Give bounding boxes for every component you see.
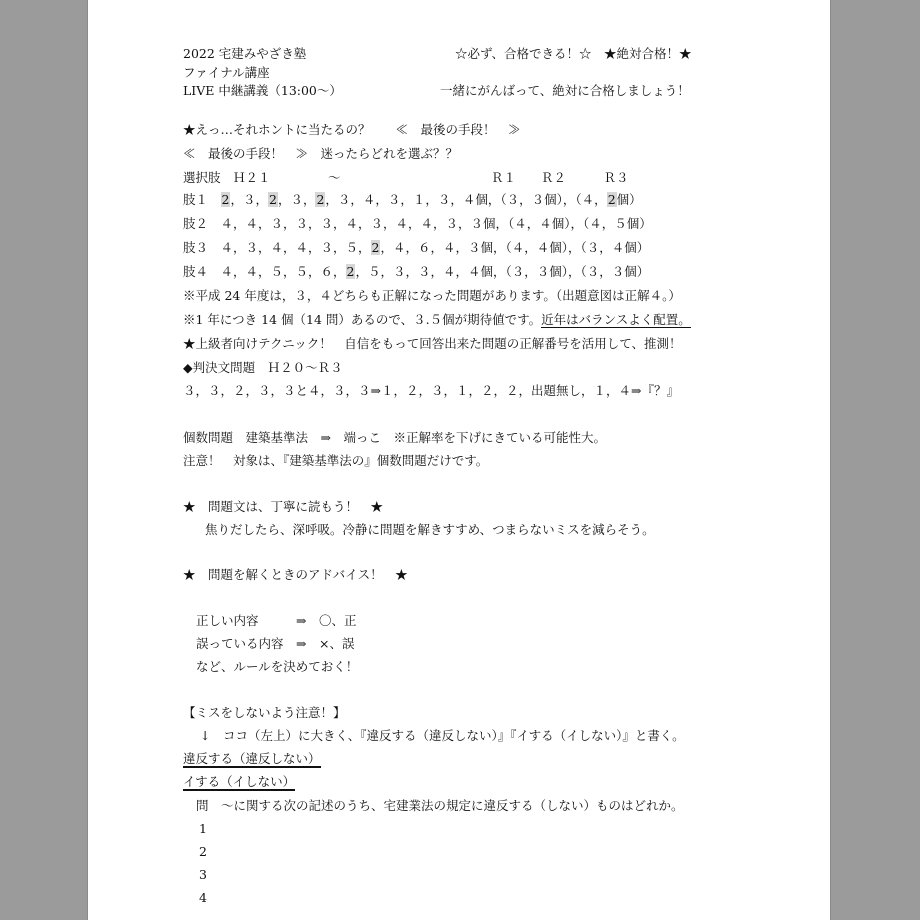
rule-note: など、ルールを決めておく！ [196, 659, 359, 674]
slogan: ☆必ず、合格できる！☆ ★絶対合格！★ [455, 46, 692, 61]
document-page [88, 0, 830, 920]
row-label: 肢４ [183, 264, 209, 279]
advice-title: ★ 問題を解くときのアドバイス！ ★ [183, 567, 408, 582]
underlined-note: 近年はバランスよく配置。 [541, 312, 691, 327]
written-note-violation: 違反する（違反しない） [183, 751, 321, 766]
read-body: 焦りだしたら、深呼吸。冷静に問題を解きすすめ、つまらないミスを減らそう。 [205, 522, 655, 537]
highlighted-answer: 2 [221, 192, 230, 207]
note-h24: ※平成 24 年度は，３，４どちらも正解になった問題があります。（出題意図は正解４。） [183, 288, 681, 303]
live-schedule: LIVE 中継講義（13:00～） [183, 83, 342, 98]
rule-correct: 正しい内容 ⇒ 〇、正 [196, 613, 357, 628]
table-header-years: Ｒ１ Ｒ２ Ｒ３ [491, 170, 629, 185]
row-label: 肢３ [183, 240, 209, 255]
answer-row-1: 肢１ 2，３，2，３，2，３，４，３，１，３，４個，（３，３個），（４，2個） [183, 192, 642, 207]
answer-row-3: 肢３ ４，３，４，４，３，５，2，４，６，４，３個，（４，４個），（３，４個） [183, 240, 650, 255]
table-header-tilde: ～ [328, 170, 341, 185]
answer-row-2: 肢２ ４，４，３，３，３，４，３，４，４，３，３個，（４，４個），（４，５個） [183, 216, 652, 231]
highlighted-answer: 2 [269, 192, 277, 207]
mistake-instruction: ↓ ココ（左上）に大きく、『違反する（違反しない）』『イする（イしない）』と書く。 [200, 728, 685, 743]
highlighted-answer: 2 [607, 192, 616, 207]
row-label: 肢１ [183, 192, 209, 207]
section-title: ★えっ…それホントに当たるの？ ≪ 最後の手段！ ≫ [183, 122, 521, 137]
highlighted-answer: 2 [371, 240, 380, 255]
choice-item: 1 [199, 821, 207, 836]
note-technique: ★上級者向けテクニック！ 自信をもって回答出来た問題の正解番号を活用して、推測！ [183, 336, 682, 351]
choice-item: 3 [199, 867, 207, 882]
mistake-title: 【ミスをしないよう注意！】 [183, 705, 346, 720]
course-name: ファイナル講座 [183, 65, 270, 80]
table-header-label: 選択肢 Ｈ２１ [183, 170, 271, 185]
highlighted-answer: 2 [346, 264, 355, 279]
kosu-line-2: 注意！ 対象は、『建築基準法の』個数問題だけです。 [183, 453, 489, 468]
kosu-line-1: 個数問題 建築基準法 ⇒ 端っこ ※正解率を下げにきている可能性大。 [183, 430, 606, 445]
sample-question: 問 ～に関する次の記述のうち、宅建業法の規定に違反する（しない）ものはどれか。 [196, 798, 684, 813]
encouragement: 一緒にがんばって、絶対に合格しましょう！ [440, 83, 690, 98]
answer-row-4: 肢４ ４，４，５，５，６，2，５，３，３，４，４個，（３，３個），（３，３個） [183, 264, 650, 279]
written-note-i: イする（イしない） [183, 774, 296, 789]
school-name: 2022 宅建みやざき塾 [183, 46, 307, 61]
row-label: 肢２ [183, 216, 209, 231]
choice-item: 2 [199, 844, 207, 859]
note-judgment: ◆判決文問題 Ｈ２０～Ｒ３ [183, 360, 343, 375]
rule-incorrect: 誤っている内容 ⇒ ×、誤 [196, 636, 355, 651]
section-subtitle: ≪ 最後の手段！ ≫ 迷ったらどれを選ぶ？？ [183, 146, 459, 161]
choice-item: 4 [199, 890, 207, 905]
note-expected-value: ※1 年につき 14 個（14 問）あるので、３.５個が期待値です。近年はバランスよく配置。 [183, 312, 691, 327]
read-title: ★ 問題文は、丁寧に読もう！ ★ [183, 499, 384, 514]
highlighted-answer: 2 [316, 192, 325, 207]
note-judgment-sequence: ３，３，２，３，３と４，３，３⇒１，２，３，１，２，２，出題無し，１，４⇒『？』 [183, 383, 679, 398]
